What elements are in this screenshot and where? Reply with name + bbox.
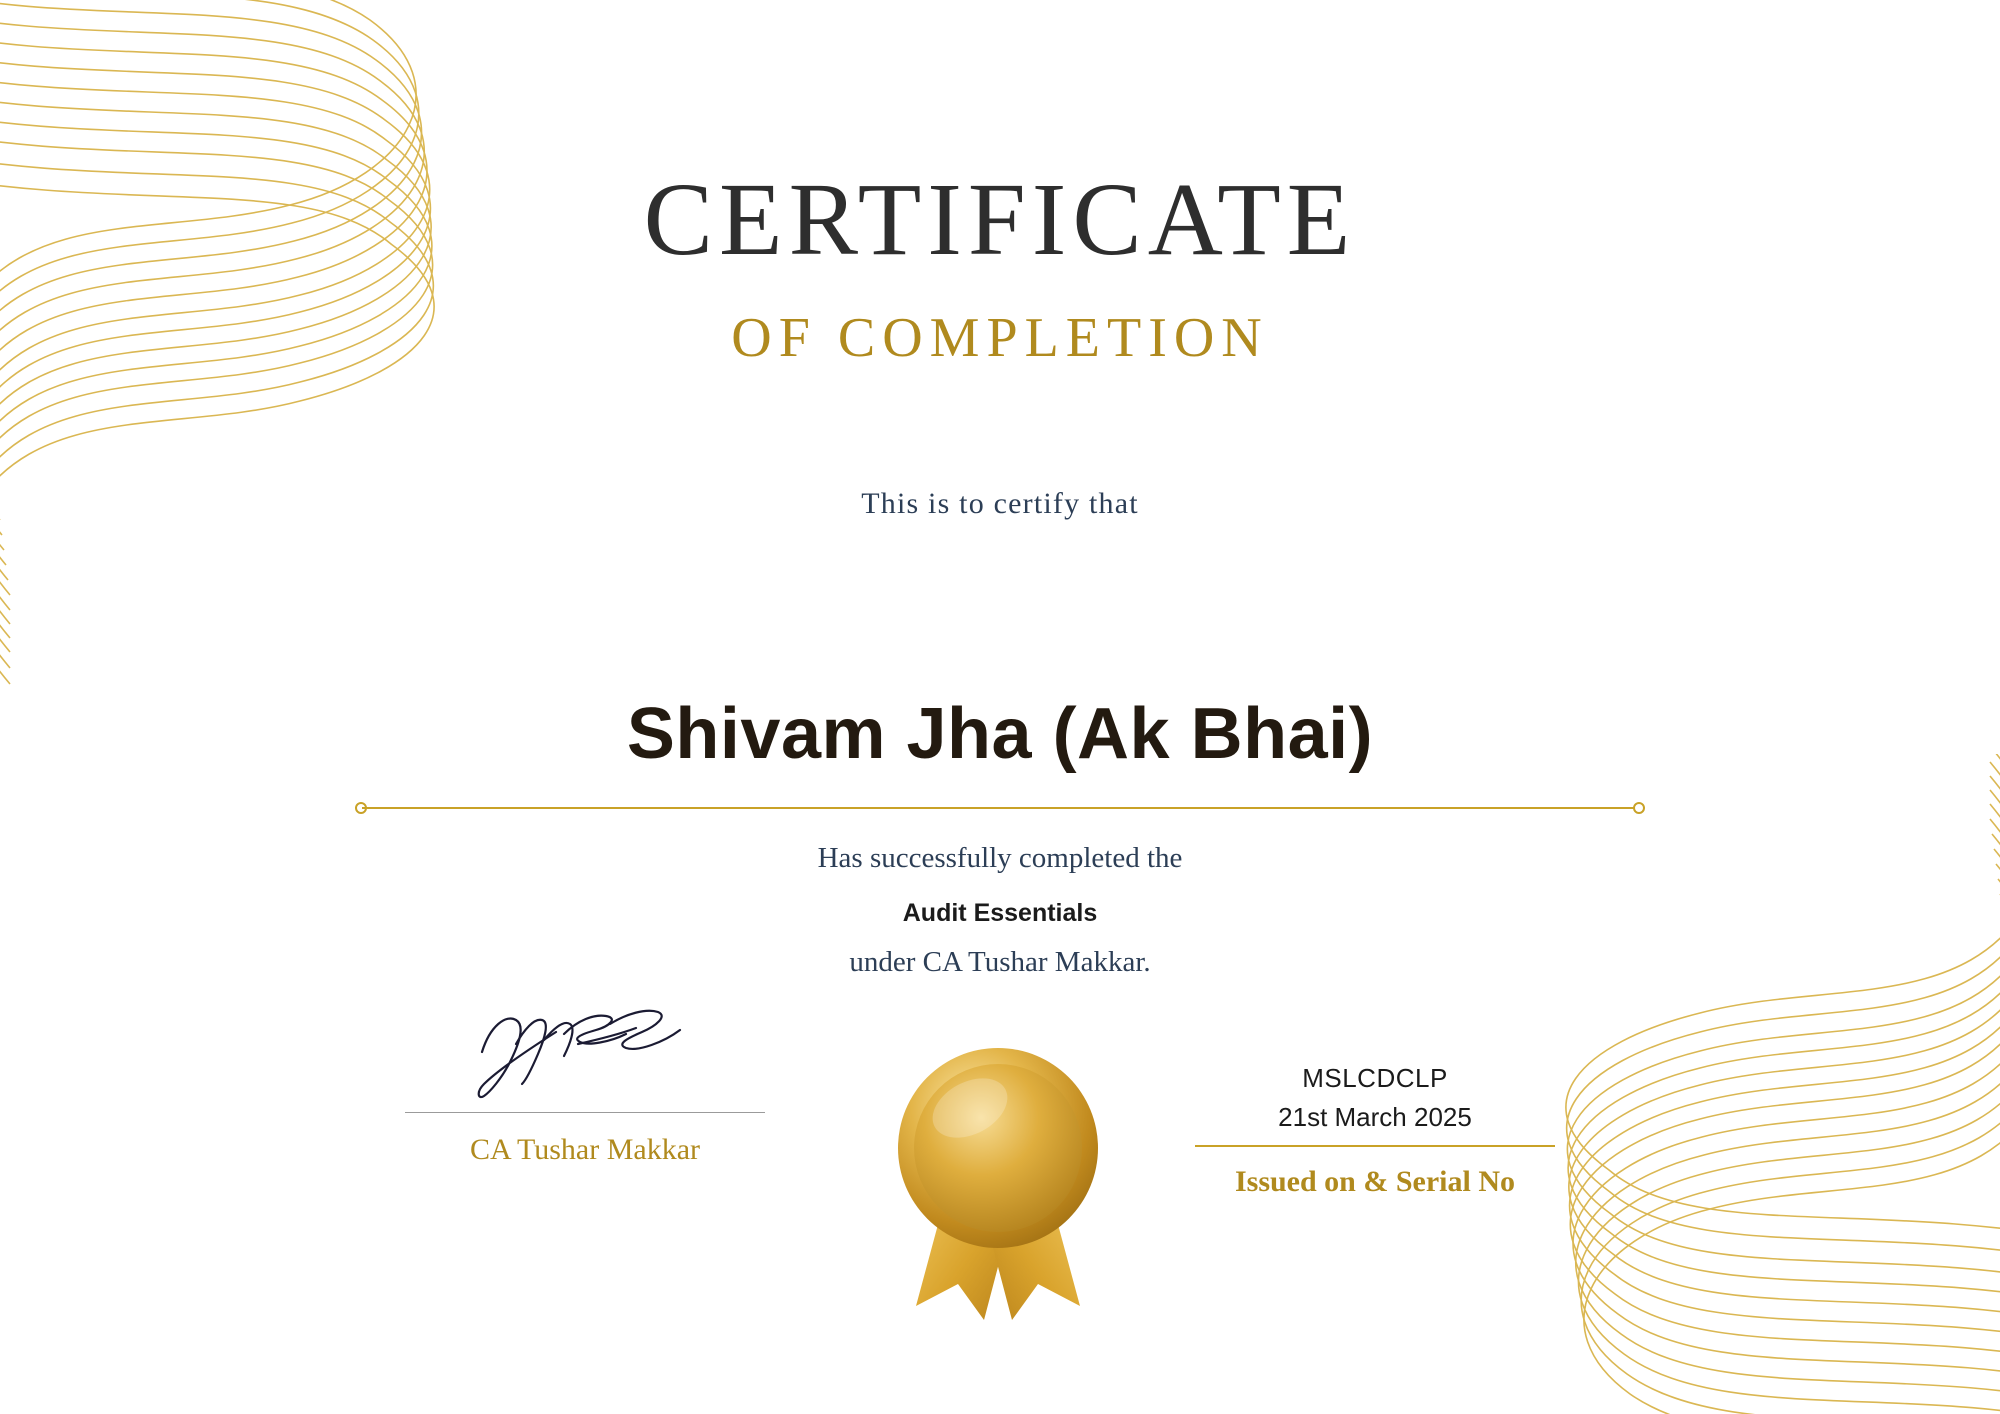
divider-bar [362,807,1638,809]
issued-block [1195,1063,1555,1199]
divider-dot-right [1633,802,1645,814]
gold-medal-ribbon-seal-icon [888,1030,1108,1320]
signature-block [405,1000,765,1167]
name-divider [355,801,1645,815]
issued-date: 21st March 2025 [1278,1102,1472,1132]
certify-text: This is to certify that [861,487,1139,520]
issued-divider [1195,1145,1555,1147]
instructor-text: under CA Tushar Makkar. [849,946,1151,978]
handwritten-signature-icon [460,1000,710,1110]
page-subtitle: OF COMPLETION [731,307,1269,369]
completed-text: Has successfully completed the [817,842,1183,874]
signature-name: CA Tushar Makkar [469,1133,701,1166]
signature-divider [405,1112,765,1113]
recipient-name: Shivam Jha (Ak Bhai) [626,694,1374,774]
serial-number: MSLCDCLP [1302,1063,1448,1093]
page-title: CERTIFICATE [643,162,1357,277]
course-name: Audit Essentials [902,899,1098,927]
certificate-heading [0,162,2000,370]
issued-label: Issued on & Serial No [1234,1165,1516,1198]
